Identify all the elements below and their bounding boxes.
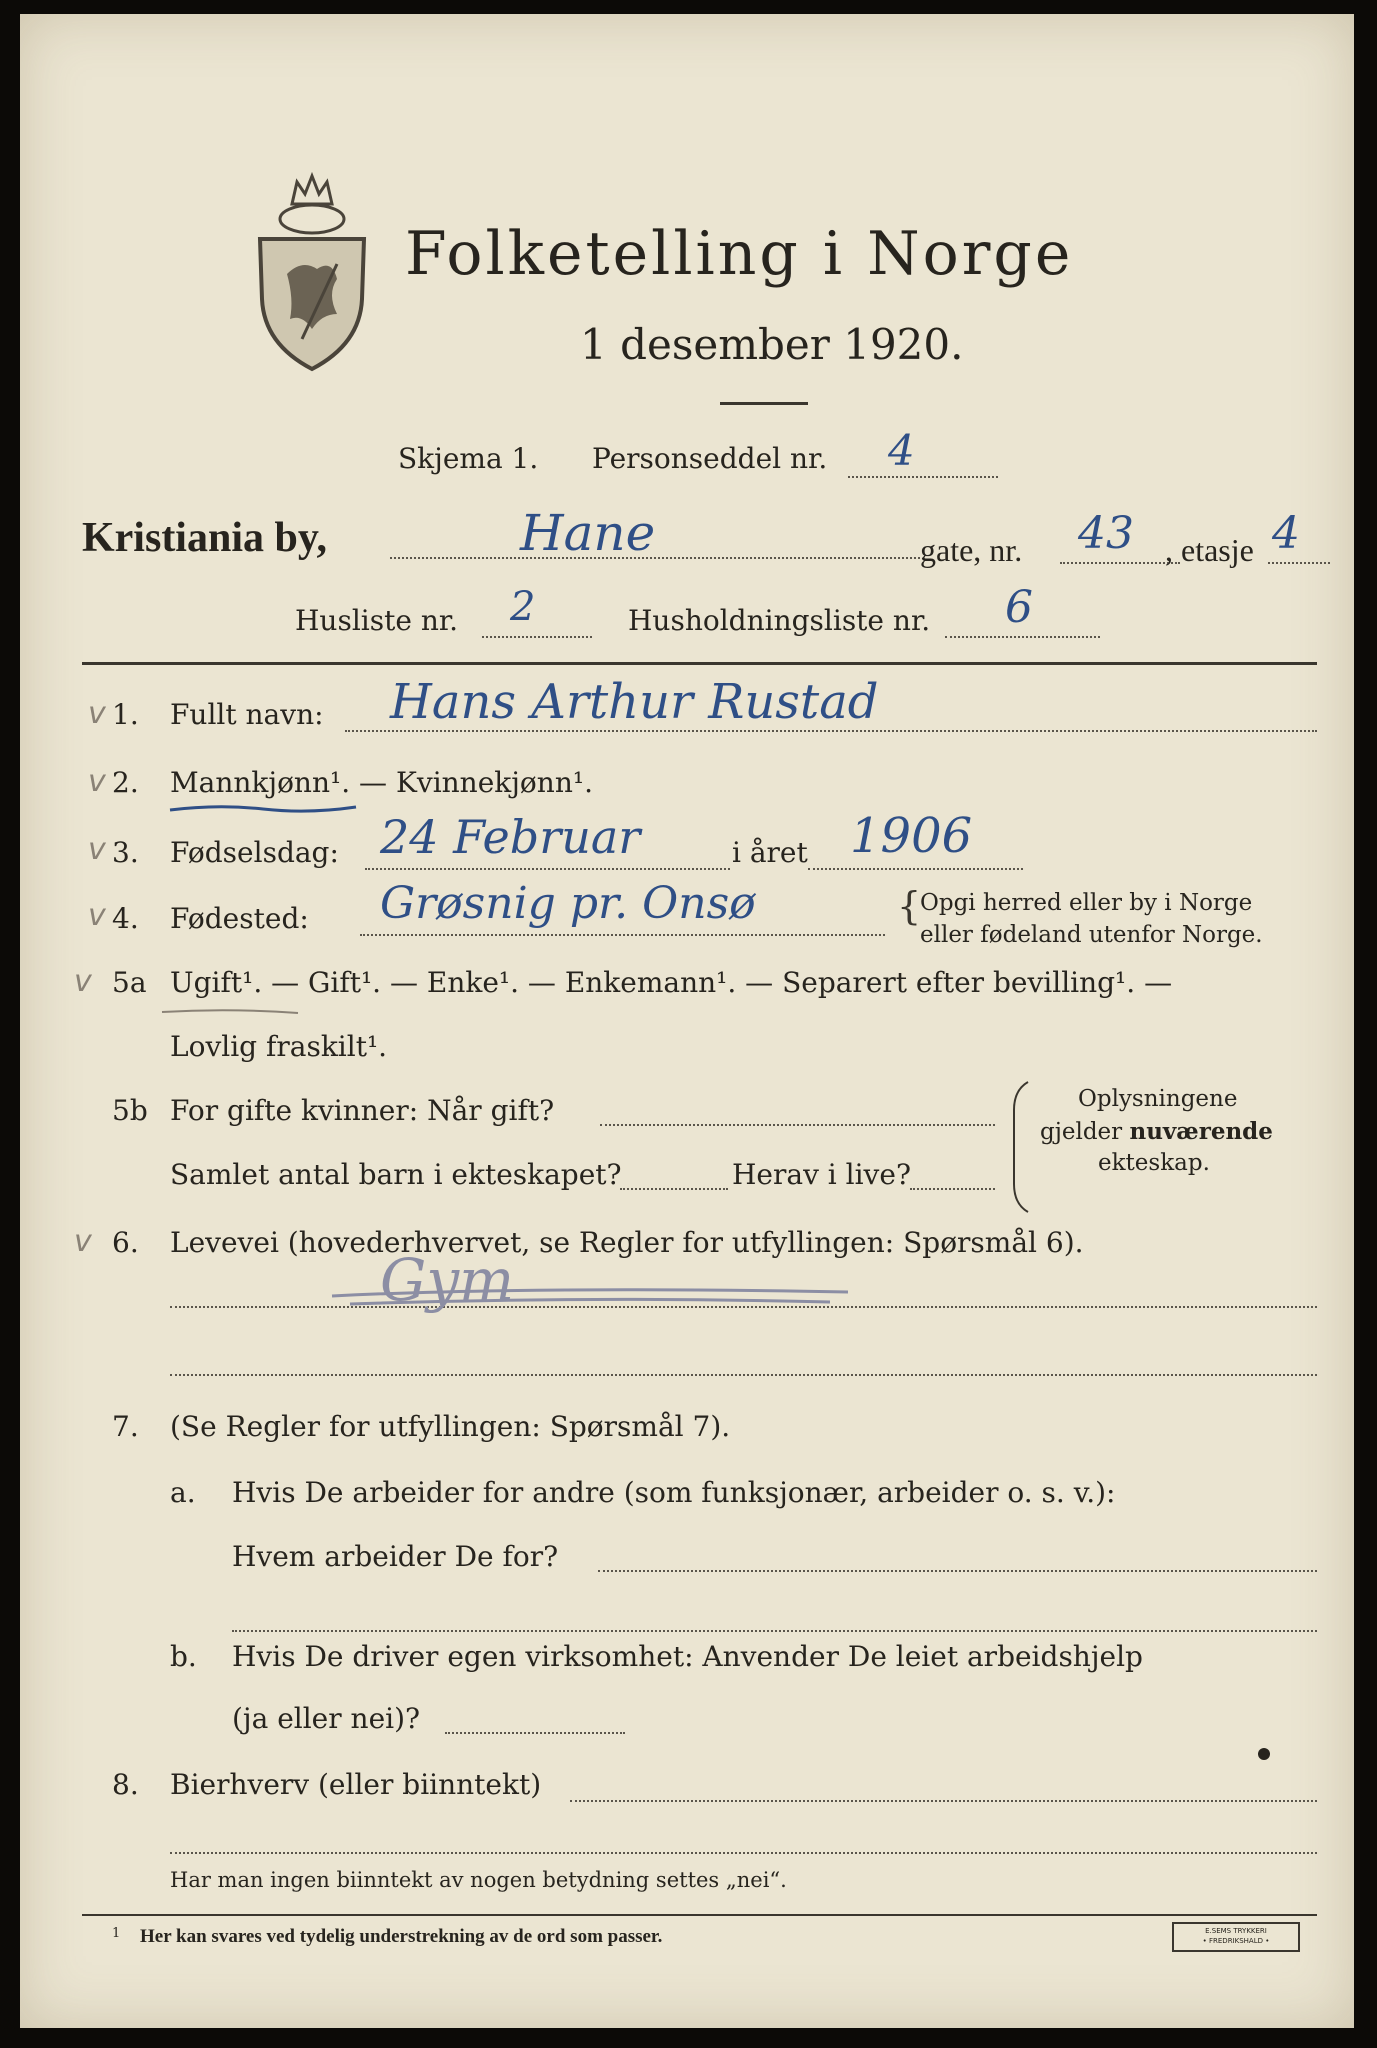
q5b-note-line1: Oplysningene (1078, 1086, 1238, 1112)
birth-year-value: 1906 (850, 808, 973, 864)
husliste-label: Husliste nr. (295, 604, 459, 637)
q5b-children-label: Samlet antal barn i ekteskapet? (170, 1158, 622, 1191)
pencil-strike-through (330, 1276, 850, 1312)
q5b-note-line3: ekteskap. (1098, 1150, 1210, 1176)
q8-number: 8. (112, 1768, 139, 1801)
q3-label: Fødselsdag: (170, 836, 339, 869)
birthday-value: 24 Februar (380, 810, 641, 864)
q8-note: Har man ingen biinntekt av nogen betydning settes „nei“. (170, 1868, 787, 1892)
q8-label: Bierhverv (eller biinntekt) (170, 1768, 542, 1801)
underline-mark-ugift (160, 1006, 300, 1018)
q4-note-line1: Opgi herred eller by i Norge (920, 890, 1253, 916)
q4-number: 4. (112, 902, 139, 935)
gender-options: Mannkjønn¹. — Kvinnekjønn¹. (170, 766, 593, 799)
q5b-note-line2: gjelder nuværende (1040, 1118, 1273, 1145)
q7b-line1: Hvis De driver egen virksomhet: Anvender De leiet arbeidshjelp (232, 1640, 1143, 1673)
gate-label: gate, nr. (920, 532, 1023, 568)
q2-number: 2. (112, 766, 139, 799)
q7a-line2: Hvem arbeider De for? (232, 1540, 559, 1573)
form-title: Folketelling i Norge (405, 219, 1074, 289)
q6-number: 6. (112, 1226, 139, 1259)
q7b-letter: b. (170, 1640, 197, 1673)
gender-female: Kvinnekjønn¹. (395, 766, 593, 799)
marital-status-divorced: Lovlig fraskilt¹. (170, 1030, 388, 1063)
printer-stamp: E.SEMS TRYKKERI • FREDRIKSHALD • (1172, 1922, 1300, 1952)
birthplace-value: Grøsnig pr. Onsø (380, 878, 756, 929)
q5b-alive-label: Herav i live? (732, 1158, 911, 1191)
occupation-value: Gym (380, 1246, 515, 1314)
q3-year-label: i året (732, 836, 808, 869)
q7a-line1: Hvis De arbeider for andre (som funksjonær, arbeider o. s. v.): (232, 1476, 1116, 1509)
q1-number: 1. (112, 698, 139, 731)
husliste-value: 2 (510, 584, 536, 630)
etasje-label: , etasje (1165, 532, 1254, 568)
footnote-marker: 1 (112, 1926, 121, 1941)
q7a-letter: a. (170, 1476, 196, 1509)
q5b-number: 5b (112, 1094, 148, 1127)
q1-label: Fullt navn: (170, 698, 324, 731)
underline-mark-male (168, 802, 358, 816)
footer-rule (82, 1914, 1317, 1916)
pencil-tick: v (88, 696, 106, 731)
q6-label: Levevei (hovederhvervet, se Regler for utfyllingen: Spørsmål 6). (170, 1226, 1084, 1259)
q5a-number: 5a (112, 966, 147, 999)
coat-of-arms-icon (242, 164, 382, 374)
city-label: Kristiania by, (82, 515, 328, 561)
census-form: Folketelling i Norge 1 desember 1920. Skjema 1. Personseddel nr. 4 Kristiania by, Hane gate, nr. 43 , etasje 4 Husliste nr. 2 Husholdningsliste nr. 6 v 1. Fullt navn: Hans Arthur Rustad v 2. Mannkjønn¹. — Kvinnekjønn¹. v 3. Fødselsdag: 24 Februar i året 1906 v 4. Fødested: Grøsnig pr. Onsø { Opgi herred eller by i Norge eller fødeland utenfor Norge. v 5a Ugift¹. — Gift¹. — Enke¹. — Enkemann¹. — Separert efter bevilling¹. — Lovlig fraskilt¹. 5b For gifte kvinner: Når gift? Samlet antal barn i ekteskapet? Herav i live? Oplysningene gjelder nuværende ekteskap. v 6. Levevei (hovederhvervet, se Regler for utfyllingen: Spørsmål 6). Gym 7. (Se Regler for utfyllingen: Spørsmål 7). a. Hvis De arbeider for andre (som funksjonær, arbeider o. s. v.): Hvem arbeider De for? b. Hvis De driver egen virksomhet: Anvender De leiet arbeidshjelp (ja eller nei)? 8. Bierhverv (eller biinntekt) Har man ingen biinntekt av nogen betydning settes „nei“. 1 Her kan svares ved tydelig understrekning av de ord som passer. E.SEMS TRYKKERI • FREDRIKSHALD • (20, 14, 1354, 2028)
pencil-tick: v (88, 764, 106, 799)
street-value: Hane (520, 504, 656, 562)
pencil-tick: v (74, 1224, 92, 1259)
full-name-value: Hans Arthur Rustad (390, 674, 879, 730)
gate-nr-value: 43 (1078, 508, 1134, 559)
marital-status-options: Ugift¹. — Gift¹. — Enke¹. — Enkemann¹. — Separert efter bevilling¹. — (170, 966, 1173, 999)
gender-male: Mannkjønn¹. (170, 766, 351, 799)
pencil-tick: v (88, 832, 106, 867)
q4-label: Fødested: (170, 902, 309, 935)
q3-number: 3. (112, 836, 139, 869)
q7b-line2: (ja eller nei)? (232, 1702, 421, 1735)
q5b-line1: For gifte kvinner: Når gift? (170, 1094, 555, 1127)
q7-label: (Se Regler for utfyllingen: Spørsmål 7). (170, 1410, 731, 1443)
personseddel-label: Personseddel nr. (592, 442, 828, 475)
footnote-text: Her kan svares ved tydelig understrekning av de ord som passer. (140, 1926, 663, 1947)
husholdning-value: 6 (1005, 582, 1033, 633)
personseddel-value: 4 (888, 426, 915, 475)
etasje-value: 4 (1272, 508, 1300, 559)
q7-number: 7. (112, 1410, 139, 1443)
q4-note-line2: eller fødeland utenfor Norge. (920, 922, 1263, 948)
header-rule (82, 662, 1317, 665)
schema-label: Skjema 1. (398, 442, 539, 475)
husholdning-label: Husholdningsliste nr. (628, 604, 931, 637)
pencil-tick: v (74, 964, 92, 999)
pencil-tick: v (88, 898, 106, 933)
title-divider (720, 402, 808, 405)
census-date: 1 desember 1920. (580, 320, 964, 369)
